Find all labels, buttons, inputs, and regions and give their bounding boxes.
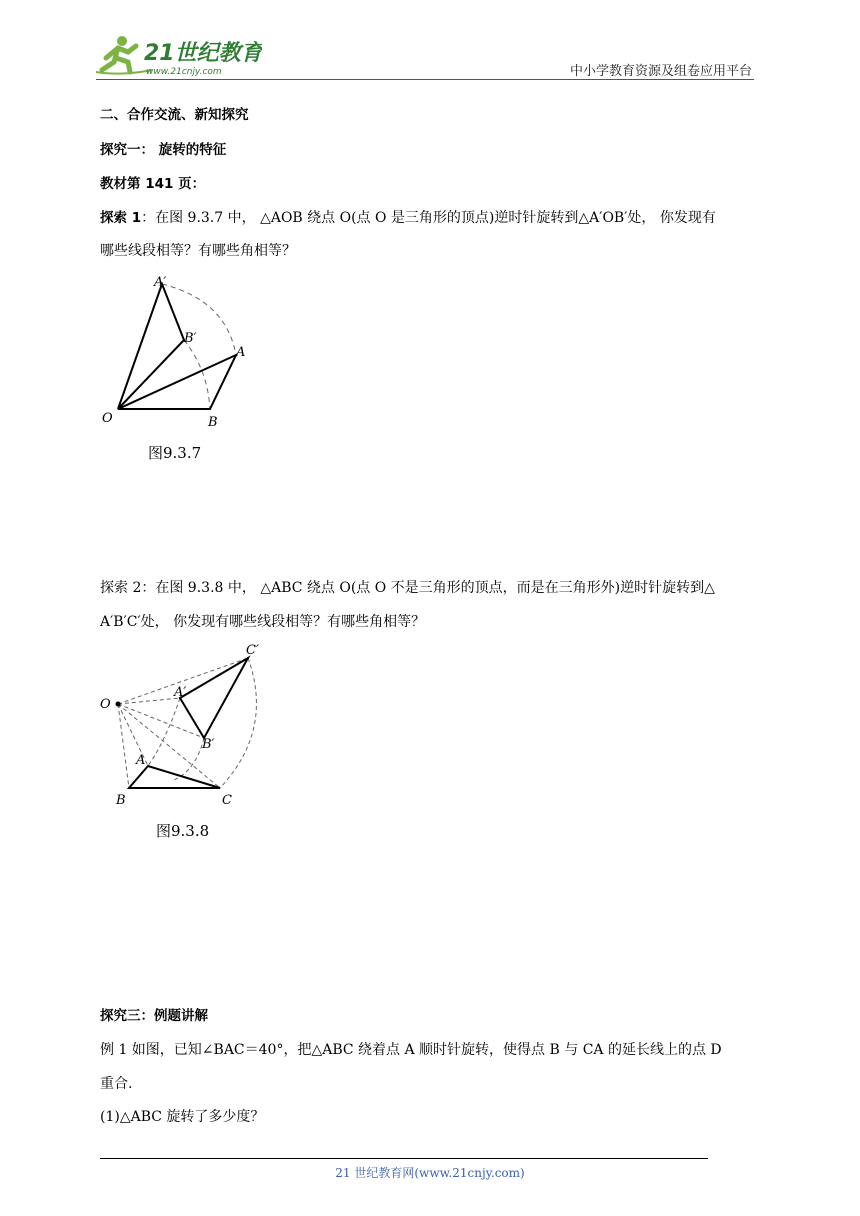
figure-9-3-7: [96, 270, 276, 470]
explore3-title: 探究三：例题讲解: [100, 1008, 208, 1024]
label-b-prime2: B′: [202, 737, 215, 752]
label-c-prime: C′: [246, 643, 259, 658]
label-a: A: [236, 345, 246, 360]
explore1-line1: [100, 208, 716, 228]
label-o2: O: [100, 697, 111, 712]
explore1-label: 探索 1: [100, 210, 142, 226]
textbook-ref: 教材第 141 页：: [100, 176, 206, 192]
label-b2: B: [116, 793, 126, 808]
label-a-prime2: A′: [174, 685, 187, 700]
logo-url: www.21cnjy.com: [146, 67, 222, 77]
footer-link[interactable]: 21 世纪教育网(www.21cnjy.com): [335, 1166, 525, 1180]
figure-9-3-8: [96, 640, 276, 845]
explore2-line1: 探索 2：在图 9.3.8 中， △ABC 绕点 O(点 O 不是三角形的顶点，而是在三角形外)逆时针旋转到△: [100, 580, 715, 596]
example1-line1: 例 1 如图，已知∠BAC＝40°，把△ABC 绕着点 A 顺时针旋转，使得点 B 与 CA 的延长线上的点 D: [100, 1042, 722, 1058]
explore1-title: 探究一： 旋转的特征: [100, 142, 227, 158]
label-c2: C: [222, 793, 232, 808]
label-b: B: [208, 415, 218, 430]
section-title: 二、合作交流、新知探究: [100, 107, 249, 123]
explore2-line2: A′B′C′处， 你发现有哪些线段相等？有哪些角相等？: [100, 614, 426, 630]
label-a-prime: A′: [154, 275, 167, 290]
example1-line2: 重合.: [100, 1076, 133, 1092]
explore1-line2: 哪些线段相等？有哪些角相等？: [100, 243, 296, 259]
label-b-prime: B′: [184, 331, 197, 346]
header-divider: [96, 79, 754, 80]
explore1-text: ：在图 9.3.7 中， △AOB 绕点 O(点 O 是三角形的顶点)逆时针旋转到△A′OB′处， 你发现有: [141, 210, 716, 226]
footer-divider: [100, 1158, 708, 1159]
label-o: O: [102, 411, 113, 426]
site-logo: [92, 32, 262, 78]
label-a2: A: [136, 753, 146, 768]
example1-question1: (1)△ABC 旋转了多少度？: [100, 1109, 265, 1125]
logo-text: 21世纪教育: [144, 41, 262, 66]
fig1-caption: 图9.3.7: [148, 444, 202, 462]
platform-name: 中小学教育资源及组卷应用平台: [570, 64, 753, 79]
fig2-caption: 图9.3.8: [156, 822, 210, 840]
